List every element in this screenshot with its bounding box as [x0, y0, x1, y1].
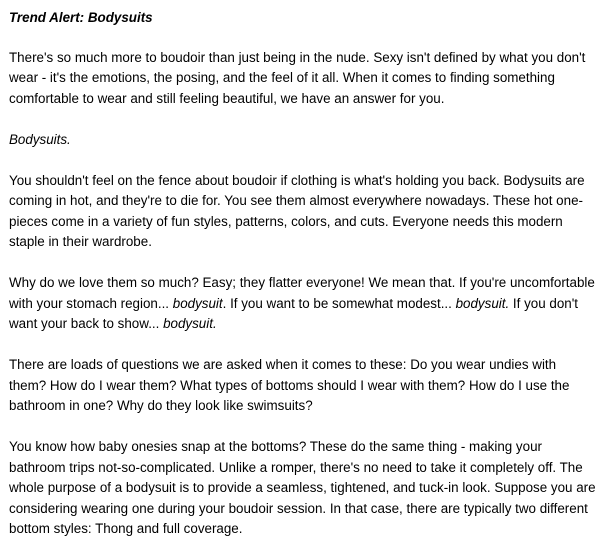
paragraph-onesies: You know how baby onesies snap at the bottoms? These do the same thing - making your bathroom trips not-so-complicated. Unlike a romper, there's no need to take it completely off. The whole purpose of a bodysuit is to provide a seamless, tightened, and tuck-in look. Suppose you are considering wearing one during your boudoir session. In that case, there are typically two different bottom styles: Thong and full coverage. [9, 439, 596, 536]
paragraph-bodysuits-heading: Bodysuits. [9, 131, 71, 147]
emphasis-bodysuit: bodysuit. [455, 295, 510, 311]
text-segment: Why do we love them so much? Easy; they flatter everyone! We mean that. If you're uncomfortable with your stomach region... [9, 275, 595, 311]
paragraph-intro: There's so much more to boudoir than just being in the nude. Sexy isn't defined by what you don't wear - it's the emotions, the posing, and the feel of it all. When it comes to finding something comfortable to wear and still feeling beautiful, we have an answer for you. [9, 49, 586, 106]
article-title: Trend Alert: Bodysuits [9, 10, 153, 25]
paragraph-why-love [9, 273, 596, 335]
text-segment: If you don't want your back to show... [9, 295, 579, 331]
paragraph-clothing: You shouldn't feel on the fence about boudoir if clothing is what's holding you back. Bodysuits are coming in hot, and they're to die for. You see them almost everywhere nowadays. These hot one-pieces come in a variety of fun styles, patterns, colors, and cuts. Everyone needs this modern staple in their wardrobe. [9, 172, 585, 249]
emphasis-bodysuit: bodysuit. [163, 316, 217, 331]
emphasis-bodysuit: bodysuit [172, 295, 223, 311]
paragraph-questions: There are loads of questions we are asked when it comes to these: Do you wear undies with them? How do I wear them? What types of bottoms should I wear with them? How do I use the bathroom in one? Why do they look like swimsuits? [9, 357, 570, 413]
text-segment: . If you want to be somewhat modest... [222, 295, 456, 311]
